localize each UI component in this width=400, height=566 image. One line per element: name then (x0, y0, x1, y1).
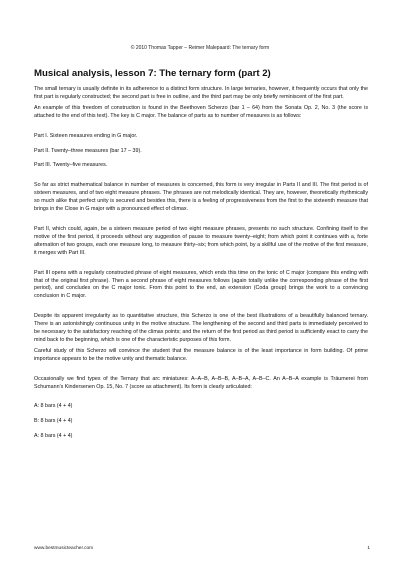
paragraph-irregularity: Despite its apparent irregularity as to quantitative structure, this Scherzo is one of the best illustrations of a beautifully balanced ternary. There is an astonishingly continuous unity in the motive structure. The lengthening of the second and third parts is immediately perceived to be necessary to the satisfactory reaching of the climax points; and the return of the first period as third period is sufficiently exact to carry the mind back to the beginning, which is one of the characteristic purposes of this form. (34, 313, 368, 343)
page-title: Musical analysis, lesson 7: The ternary form (part 2) (34, 68, 271, 79)
page-header: © 2010 Thomas Tapper – Reimer Malepaard: The ternary form (130, 45, 270, 51)
paragraph-balance: So far as strict mathematical balance in number of measures is concerned, this form is very irregular in Parts II and III. The first period is of sixteen measures, and of two eight measure phrases. The phrases are not melodically identical. They are, however, theoretically rhythmically so much alike that perfect unity is secured and besides this, there is a feeling of progressiveness from the first to the sixteenth measure that brings in the Close in G major with a pronounced effect of climax. (34, 182, 368, 213)
form-a-return-line: A: 8 bars (4 + 4) (34, 433, 73, 440)
form-b-line: B: 8 bars (4 + 4) (34, 418, 73, 425)
paragraph-intro: The small ternary is usually definite in its adherence to a distinct form structure. In large ternaries, however, it frequently occurs that only the first part is regularly constructed; the second part is free in outline, and the third part may be only briefly reminiscent of the first part. (34, 86, 368, 100)
paragraph-part-three: Part III opens with a regularly constructed phrase of eight measures, which ends this time on the tonic of C major (compare this ending with that of the original first phrase). Then a second phrase of eight measures follows (again totally unlike the corresponding phrase of the first period), and concludes on the C major tonic. From this point to the end, an extension (Coda group) brings the work to a convincing conclusion in C major. (34, 269, 368, 300)
part-1-line: Part I. Sixteen measures ending in G major. (34, 132, 138, 139)
form-a-line: A: 8 bars (4 + 4) (34, 403, 73, 410)
document-body (34, 86, 368, 448)
paragraph-example: An example of this freedom of construction is found in the Beethoven Scherzo (bar 1 – 64) from the Sonata Op. 2, No. 3 (the score is attached to the end of this text). The key is C major. The balance of parts as to number of measures is as follows: (34, 104, 368, 119)
part-2-line: Part II. Twenty–three measures (bar 17 – 39). (34, 147, 142, 154)
paragraph-part-two: Part II, which could, again, be a sixteen measure period of two eight measure phrases, presents no such structure. Confining itself to the motive of the first period, it proceeds without any suggestion of pause to measure twenty–eight; from which point it continues with a, forte alternation of two groups, each one measure long, to measure thirty–six; from which point, by a skillful use of the motive of the first measure, it merges with Part III. (34, 225, 368, 256)
paragraph-miniatures: Occasionally we find types of the Ternary that arc miniatures: A–A–B, A–B–B, A–B–A, A–B–C. An A–B–A example is Träumerei from Schumann’s Kindersenen Op. 15, No. 7 (score as attachment). Its form is clearly articulated: (34, 375, 368, 390)
footer-website: www.bestmusicteacher.com (34, 546, 94, 551)
page-number: 1 (367, 546, 370, 551)
part-3-line: Part III. Twenty–five measures. (34, 162, 108, 169)
paragraph-careful-study: Careful study of this Scherzo will convince the student that the measure balance is of the least importance in form building. Of prime importance appears to be the motive unity and thematic balance. (34, 347, 368, 362)
